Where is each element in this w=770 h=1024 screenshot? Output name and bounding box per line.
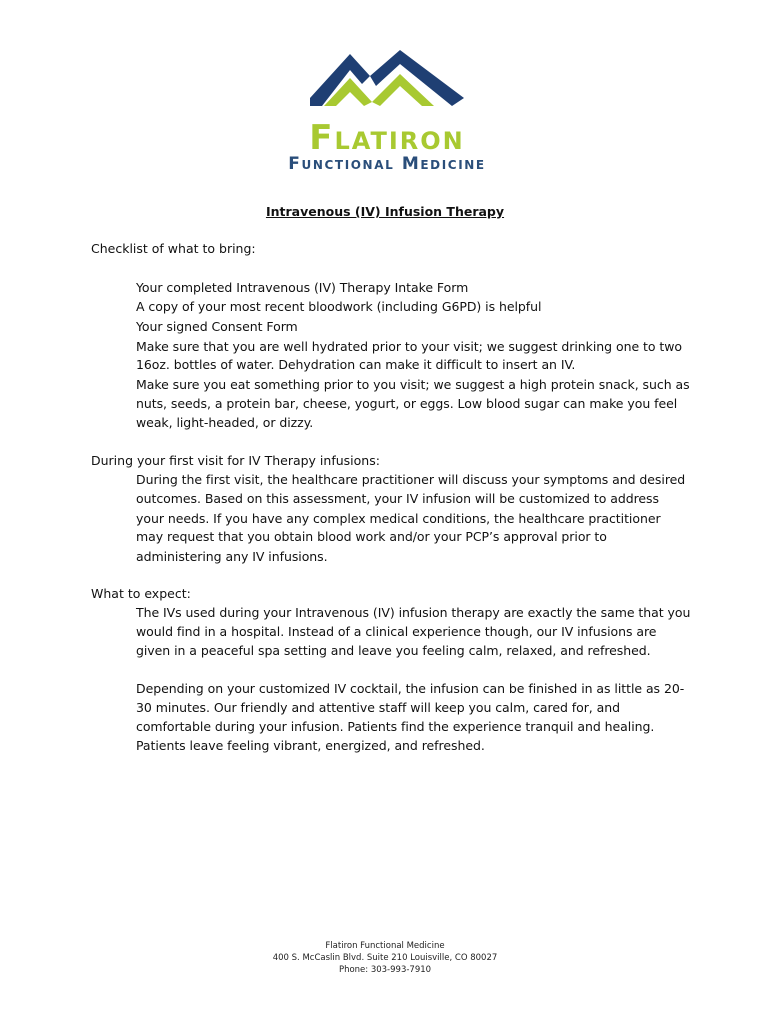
- first-visit-heading: During your first visit for IV Therapy infusions:: [91, 453, 380, 468]
- checklist-line: weak, light-headed, or dizzy.: [136, 415, 314, 430]
- checklist-heading: Checklist of what to bring:: [91, 241, 256, 256]
- document-title: Intravenous (IV) Infusion Therapy: [265, 204, 505, 219]
- checklist-line: Your signed Consent Form: [136, 319, 298, 334]
- expect-line: given in a peaceful spa setting and leave you feeling calm, relaxed, and refreshed.: [136, 643, 651, 658]
- checklist-line: Make sure you eat something prior to you visit; we suggest a high protein snack, such as: [136, 377, 690, 392]
- checklist-line: nuts, seeds, a protein bar, cheese, yogurt, or eggs. Low blood sugar can make you feel: [136, 396, 678, 411]
- expect-line: comfortable during your infusion. Patients find the experience tranquil and healing.: [136, 719, 655, 734]
- expect-line: 30 minutes. Our friendly and attentive staff will keep you calm, cared for, and: [136, 700, 621, 715]
- first-visit-line: outcomes. Based on this assessment, your IV infusion will be customized to address: [136, 491, 659, 506]
- expect-line: Depending on your customized IV cocktail, the infusion can be finished in as little as 20-: [136, 681, 685, 696]
- first-visit-line: may request that you obtain blood work and/or your PCP’s approval prior to: [136, 529, 607, 544]
- checklist-line: Your completed Intravenous (IV) Therapy Intake Form: [136, 280, 469, 295]
- checklist-line: A copy of your most recent bloodwork (including G6PD) is helpful: [136, 299, 542, 314]
- logo-brand-name: Flatiron: [309, 118, 465, 158]
- mountain-peaks-icon: [310, 48, 464, 106]
- first-visit-line: During the first visit, the healthcare practitioner will discuss your symptoms and desired: [136, 472, 686, 487]
- first-visit-line: your needs. If you have any complex medical conditions, the healthcare practitioner: [136, 511, 661, 526]
- flatiron-logo: [256, 48, 518, 178]
- checklist-line: 16oz. bottles of water. Dehydration can make it difficult to insert an IV.: [136, 357, 576, 372]
- first-visit-line: administering any IV infusions.: [136, 549, 328, 564]
- logo-subtitle: Functional Medicine: [288, 154, 486, 174]
- footer-name: Flatiron Functional Medicine: [325, 941, 445, 951]
- expect-line: would find in a hospital. Instead of a clinical experience though, our IV infusions are: [136, 624, 657, 639]
- footer-address: 400 S. McCaslin Blvd. Suite 210 Louisville, CO 80027: [272, 953, 498, 963]
- expect-line: The IVs used during your Intravenous (IV) infusion therapy are exactly the same that you: [136, 605, 691, 620]
- expect-line: Patients leave feeling vibrant, energized, and refreshed.: [136, 738, 485, 753]
- checklist-line: Make sure that you are well hydrated prior to your visit; we suggest drinking one to two: [136, 339, 682, 354]
- footer-phone: Phone: 303-993-7910: [338, 965, 432, 975]
- expect-heading: What to expect:: [91, 586, 191, 601]
